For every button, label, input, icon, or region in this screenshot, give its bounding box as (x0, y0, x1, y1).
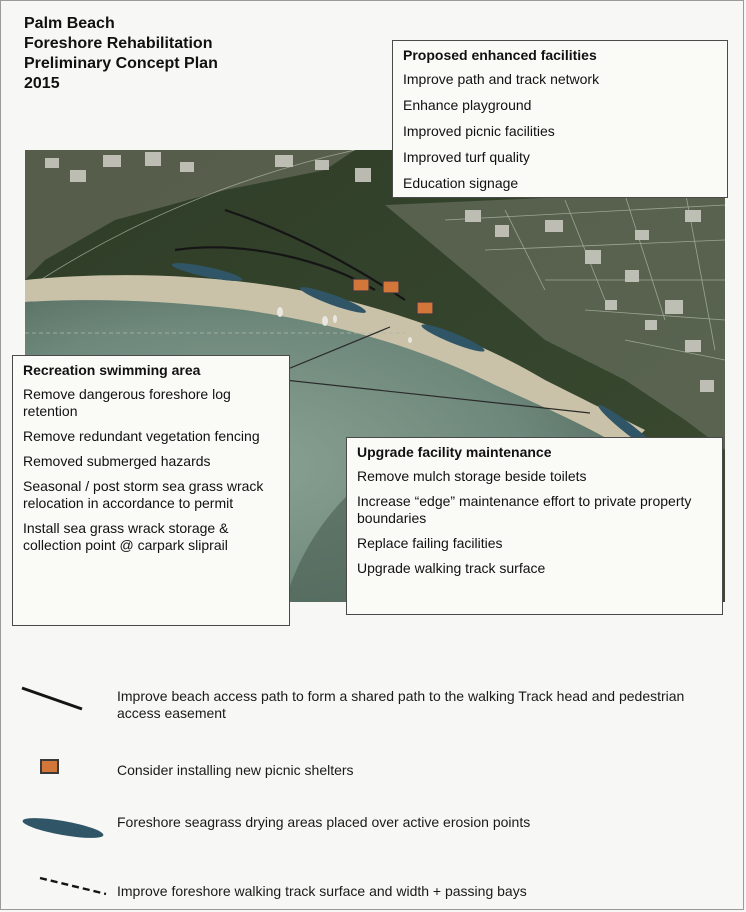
legend-seagrass (20, 812, 720, 852)
recreation-item: Removed submerged hazards (23, 453, 211, 469)
title-line-4: 2015 (24, 75, 60, 92)
title-line-2: Foreshore Rehabilitation (24, 35, 213, 52)
legend-text: Consider installing new picnic shelters (117, 762, 354, 778)
maintenance-callout (346, 437, 723, 615)
recreation-item: Seasonal / post storm sea grass wrack relocation in accordance to permit (23, 478, 264, 511)
facilities-item: Enhance playground (403, 97, 532, 113)
facilities-item: Education signage (403, 175, 519, 191)
facilities-callout (392, 40, 728, 198)
facilities-item: Improve path and track network (403, 71, 600, 87)
picnic-shelter-icon (20, 758, 110, 798)
title-line-3: Preliminary Concept Plan (24, 55, 218, 72)
legend-picnic-shelter (20, 758, 720, 798)
walking-track-dashed-icon (20, 872, 110, 912)
legend-text: Foreshore seagrass drying areas placed over active erosion points (117, 814, 531, 830)
maintenance-title: Upgrade facility maintenance (357, 444, 552, 460)
seagrass-area-icon (20, 812, 110, 852)
maintenance-item: Increase “edge” maintenance effort to private property boundaries (357, 493, 692, 526)
legend-shared-path (20, 685, 720, 725)
recreation-item: Remove redundant vegetation fencing (23, 428, 260, 444)
maintenance-item: Replace failing facilities (357, 535, 503, 551)
recreation-item: Install sea grass wrack storage & collection point @ carpark sliprail (23, 520, 229, 553)
plan-title (24, 14, 218, 94)
recreation-callout (12, 355, 290, 626)
title-line-1: Palm Beach (24, 15, 115, 32)
facilities-title: Proposed enhanced facilities (403, 47, 597, 63)
facilities-item: Improved picnic facilities (403, 123, 555, 139)
maintenance-item: Remove mulch storage beside toilets (357, 468, 587, 484)
recreation-title: Recreation swimming area (23, 362, 201, 378)
legend-text: Improve foreshore walking track surface and width + passing bays (117, 883, 527, 899)
legend-walking-track (20, 872, 720, 912)
shared-path-line-icon (20, 685, 110, 725)
recreation-item: Remove dangerous foreshore log retention (23, 386, 231, 419)
facilities-item: Improved turf quality (403, 149, 530, 165)
legend-text: Improve beach access path to form a shared path to the walking Track head and pedestrian access easement (117, 688, 685, 721)
maintenance-item: Upgrade walking track surface (357, 560, 546, 576)
